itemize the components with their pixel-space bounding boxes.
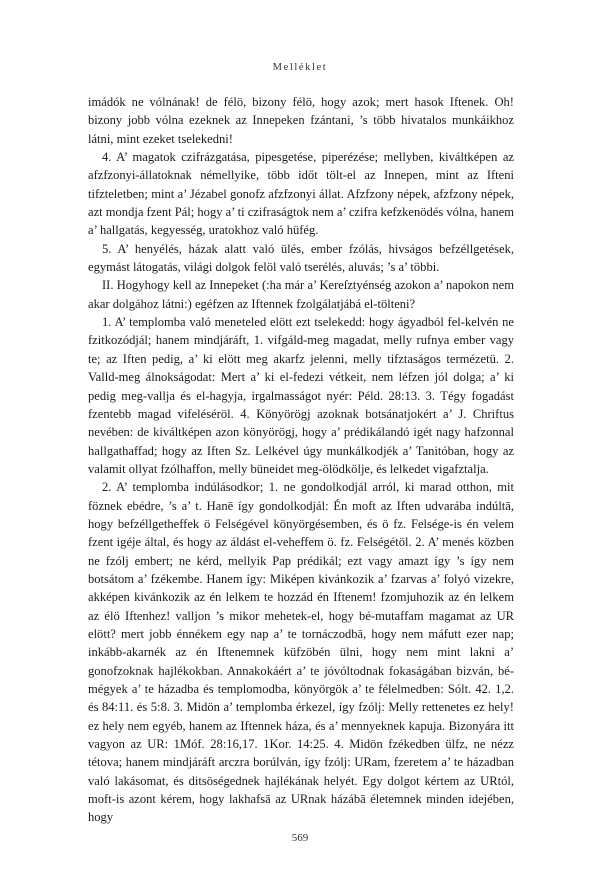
- paragraph-item-4: 4. A’ magatok czifrázgatása, pipesgetése, piperézése; mellyben, kiváltképen az afzfzonyi-állatoknak némellyike, több időt tölt-el az Innepen, mint az Ifteni tifzteletben; mint a’ Jézabel gonofz afzfzonyi állat. Afzfzony népek, afzfzony népek, azt mondja fzent Pál; hogy a’ ti czifraságtok nem a’ czifra kefzkenödés vólna, hanem a’ hallgatás, kegyesség, uratokhoz való hüfég.: [88, 150, 514, 238]
- page-body: [88, 93, 514, 827]
- running-header: Melléklet: [272, 62, 328, 73]
- page-number: 569: [291, 832, 309, 844]
- paragraph-continuation: imádók ne vólnának! de félö, bizony félö, hogy azok; mert hasok Iftenek. Oh! bizony jobb vólna ezeknek az Innepeken fzántani, ’s több hivatalos munkáikhoz látni, mint ezeket tselekedni!: [88, 95, 514, 146]
- paragraph-point-1: 1. A’ templomba való meneteled elött ezt tselekedd: hogy ágyadból fel-kelvén ne fzitkozódjál; hanem mindjáráft, 1. vifgáld-meg magadat, melly rufnya ember vagy te; az Iften pedig, a’ ki elött meg akarfz jelenni, melly tifztaságos termézetü. 2. Valld-meg álnokságodat: Mert a’ ki el-fedezi vétkeit, nem léfzen jól dolga; a’ ki pedig meg-vallja és el-hagyja, irgalmasságot nyér: Péld. 28:13. 3. Tégy fogadást fzentebb magad vifeléséröl. 4. Könyörögj azoknak botsánatjokért a’ J. Chriftus nevében: de kiváltképen azon könyörögj, hogy a’ prédikálandó igét nagy hafzonnal hallgathaffad; hogy az Iften Sz. Lelkével úgy munkálkodjék a’ Tanitóban, hogy az valamit ollyat fzólhaffon, melly büneidet meg-ölödkölje, és lelkedet vigafztalja.: [88, 315, 514, 476]
- paragraph-section-ii: II. Hogyhogy kell az Innepeket (:ha már a’ Kereſztyénség azokon a’ napokon nem akar dolgához látni:) egéfzen az Iftennek fzolgálatjábá el-tölteni?: [88, 278, 514, 311]
- paragraph-item-5: 5. A’ henyélés, házak alatt való ülés, ember fzólás, hivságos befzéllgetések, egymást látogatás, világi dolgok felöl való tserélés, aluvás; ’s a’ többi.: [88, 241, 514, 275]
- paragraph-point-2: 2. A’ templomba indúlásodkor; 1. ne gondolkodjál arról, ki marad otthon, mit föznek ebédre, ’s a’ t. Hanē így gondolkodjál: Én moft az Iften udvarába indúltā, hogy befzéllgetheffek ö Felségével könyörgésemben, és ö fz. Felsége-is én velem fzent igéje által, és hogy az áldást el-veheffem ö. fz. Felségétöl. 2. A’ menés közben ne fzólj embert; ne kérd, mellyik Pap prédikál; ezt vagy amazt így ’s így nem botsátom a’ fzékembe. Hanem így: Miképen kivánkozik a’ fzarvas a’ folyó vizekre, akképen kivánkozik az én lelkem te hozzád én Iftenem! fzomjuhozik az én lelkem az élö Iftenhez! valljon ’s mikor mehetek-el, hogy bé-mutaffam magamat az UR elött? mert jobb énnékem egy nap a’ te tornáczodbā, hogy nem máfutt ezer nap; inkább-akarnék az én Iftenemnek küfzöbén ülni, hogy nem mint lakni a’ gonofzoknak hajlékokban. Annakokáért a’ te jóvóltodnak fokaságában bizván, bé-mégyek a’ te házadba és templomodba, könyörgök a’ te félelmedben: Sólt. 42. 1,2. és 84:11. és 5:8. 3. Midön a’ templomba érkezel, így fzólj: Melly rettenetes ez hely! ez hely nem egyéb, hanem az Iftennek háza, és a’ mennyeknek kapuja. Bizonyára itt vagyon az UR: 1Móf. 28:16,17. 1Kor. 14:25. 4. Midön fzékedben ülfz, ne nézz tétova; hanem mindjáráft arczra borúlván, így fzólj: URam, fzeretem a’ te házadban való lakásomat, és ditsöségednek hajlékának helyét. Egy dolgot kértem az URtól, moft-is azont kérem, hogy lakhafsā az URnak házábā életemnek minden idejében, hogy: [88, 480, 514, 825]
